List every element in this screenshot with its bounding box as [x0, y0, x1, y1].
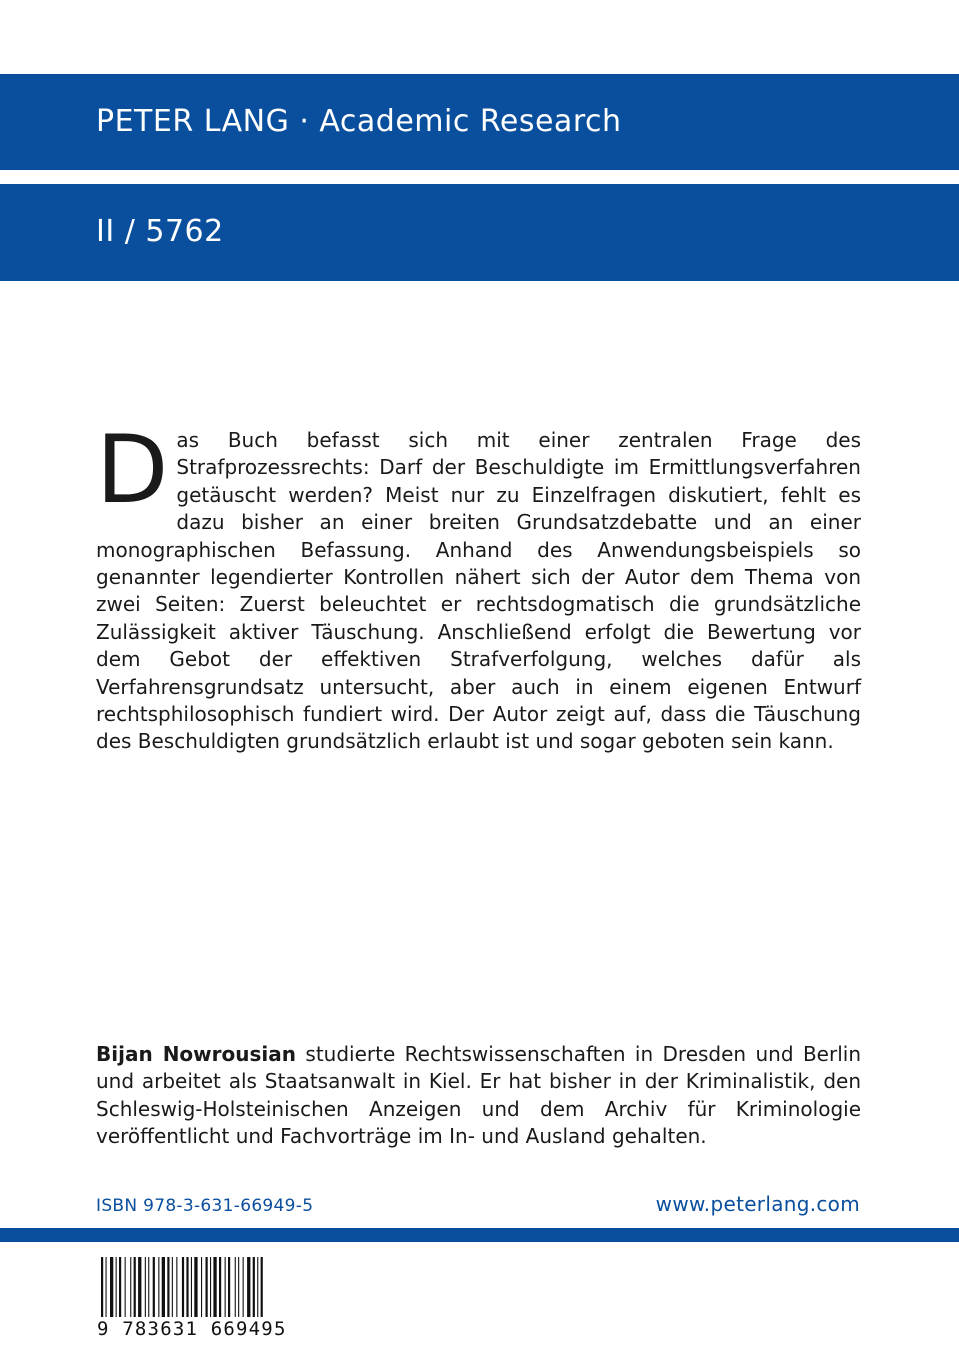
barcode-bar — [125, 1257, 126, 1317]
barcode-bar — [110, 1257, 113, 1317]
author-name: Bijan Nowrousian — [96, 1042, 296, 1066]
barcode-bar — [145, 1257, 146, 1317]
barcode-bar — [243, 1257, 244, 1317]
publisher-website-link[interactable]: www.peterlang.com — [655, 1192, 860, 1216]
barcode-bar — [167, 1257, 169, 1317]
barcode-bar — [235, 1257, 236, 1317]
drop-cap: D — [96, 416, 169, 525]
series-title: PETER LANG · Academic Research — [96, 104, 622, 139]
barcode — [97, 1257, 290, 1321]
barcode-bar — [130, 1257, 131, 1317]
series-number: II / 5762 — [96, 214, 224, 249]
barcode-bar — [138, 1257, 141, 1317]
barcode-bar — [225, 1257, 226, 1317]
isbn: ISBN 978-3-631-66949-5 — [96, 1196, 314, 1216]
barcode-bar — [106, 1257, 107, 1317]
barcode-bar — [182, 1257, 184, 1317]
barcode-bar — [261, 1257, 263, 1317]
barcode-bar — [257, 1257, 258, 1317]
barcode-bar — [158, 1257, 159, 1317]
barcode-bar — [148, 1257, 149, 1317]
book-blurb — [96, 416, 861, 756]
barcode-bar — [194, 1257, 197, 1317]
barcode-bar — [247, 1257, 250, 1317]
footer-band — [0, 1228, 959, 1242]
author-bio — [96, 1041, 861, 1151]
barcode-bar — [201, 1257, 202, 1317]
blurb-text: as Buch befasst sich mit einer zentralen Frage des Strafprozessrechts: Darf der Beschuldigte im Ermittlungsverfahren getäuscht werden? Meist nur zu Einzelfragen diskutiert, fehlt es dazu bisher an einer breiten Grundsatzdebatte und an einer monographischen Befassung. Anhand des Anwendungsbeispiels so genannter legendierter Kontrollen nähert sich der Autor dem Thema von zwei Seiten: Zuerst beleuchtet er rechtsdogmatisch die grundsätzliche Zulässigkeit aktiver Täuschung. Anschließend erfolgt die Bewertung vor dem Gebot der effektiven Strafverfolgung, welches dafür als Verfahrensgrundsatz untersucht, aber auch in einem eigenen Entwurf rechtsphilosophisch fundiert wird. Der Autor zeigt auf, dass die Täuschung des Beschuldigten grundsätzlich erlaubt ist und sogar geboten sein kann. — [96, 428, 861, 754]
barcode-bar — [101, 1257, 103, 1317]
barcode-bar — [116, 1257, 117, 1317]
barcode-bar — [153, 1257, 155, 1317]
barcode-bars — [97, 1257, 290, 1317]
barcode-bar — [134, 1257, 136, 1317]
barcode-digits: 9 783631 669495 — [97, 1318, 287, 1340]
barcode-bar — [206, 1257, 208, 1317]
barcode-bar — [210, 1257, 211, 1317]
barcode-bar — [119, 1257, 121, 1317]
barcode-bar — [213, 1257, 216, 1317]
barcode-bar — [186, 1257, 188, 1317]
barcode-bar — [228, 1257, 230, 1317]
barcode-bar — [176, 1257, 177, 1317]
barcode-bar — [219, 1257, 221, 1317]
barcode-bar — [253, 1257, 255, 1317]
barcode-bar — [191, 1257, 192, 1317]
barcode-bar — [172, 1257, 173, 1317]
barcode-bar — [162, 1257, 165, 1317]
barcode-bar — [238, 1257, 239, 1317]
author-bio-text: studierte Rechtswissenschaften in Dresden und Berlin und arbeitet als Staatsanwalt in Kiel. Er hat bisher in der Kriminalistik, den Schleswig-Holsteinischen Anzeigen und dem Archiv für Kriminologie veröffentlicht und Fachvorträge im In- und Ausland gehalten. — [96, 1042, 861, 1149]
